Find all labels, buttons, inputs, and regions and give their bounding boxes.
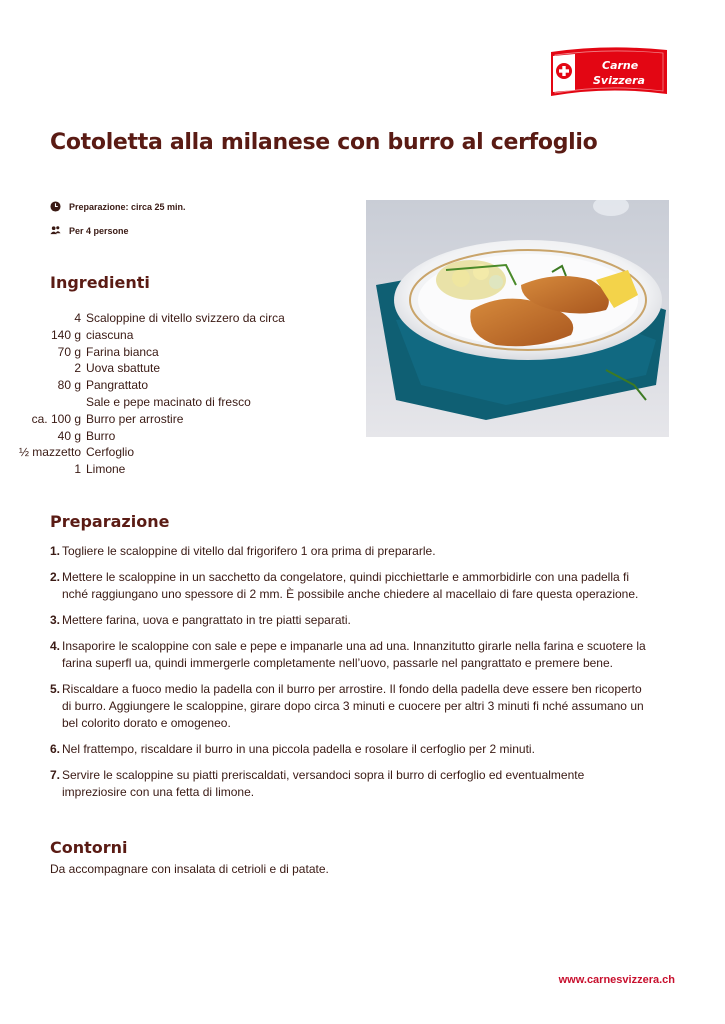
- ingredient-row: [18, 428, 285, 445]
- step-number: 3.: [50, 613, 61, 627]
- step-text: Togliere le scaloppine di vitello dal frigorifero 1 ora prima di prepararle.: [62, 544, 436, 558]
- prep-time: [50, 201, 186, 212]
- logo-text-svizzera: Svizzera: [593, 74, 645, 87]
- dish-illustration: [366, 200, 669, 437]
- step-number: 7.: [50, 768, 61, 782]
- ingredient-qty: ½ mazzetto: [18, 445, 81, 460]
- servings: [50, 225, 129, 236]
- ingredient-qty: [18, 394, 86, 411]
- preparation-step: [50, 681, 650, 732]
- ingredient-qty: 70 g: [57, 344, 81, 359]
- step-number: 6.: [50, 742, 61, 756]
- recipe-photo: [366, 200, 669, 437]
- ingredient-row: [18, 461, 285, 478]
- step-number: 4.: [50, 639, 61, 653]
- ingredient-row: [18, 360, 285, 377]
- ingredient-row: [18, 327, 285, 344]
- logo-flag-graphic: [547, 46, 669, 102]
- ingredient-row: [18, 377, 285, 394]
- preparation-heading: Preparazione: [50, 512, 170, 531]
- ingredient-qty: 4: [74, 311, 81, 325]
- ingredient-qty: 2: [74, 361, 81, 376]
- step-text: Servire le scaloppine su piatti preriscaldati, versandoci sopra il burro di cerfoglio ed eventualmente impreziosire con una fetta di limone.: [62, 768, 585, 799]
- preparation-step: [50, 543, 650, 560]
- carne-svizzera-logo: [547, 46, 669, 102]
- ingredient-name: Cerfoglio: [86, 445, 135, 460]
- ingredient-name: Sale e pepe macinato di fresco: [86, 394, 251, 409]
- ingredient-row: [18, 411, 285, 428]
- step-number: 1.: [50, 544, 61, 558]
- step-text: Nel frattempo, riscaldare il burro in una piccola padella e rosolare il cerfoglio per 2 minuti.: [62, 742, 535, 756]
- ingredient-name: Scaloppine di vitello svizzero da circa: [86, 311, 285, 325]
- step-text: Mettere le scaloppine in un sacchetto da congelatore, quindi picchiettarle e ammorbidirle con una padella fi nché raggiungano uno spessore di 2 mm. È possibile anche chiedere al macellaio di fare questa operazione.: [62, 570, 639, 601]
- preparation-step: [50, 612, 650, 629]
- ingredient-qty: 80 g: [57, 378, 81, 393]
- recipe-title: Cotoletta alla milanese con burro al cerfoglio: [50, 130, 598, 155]
- step-text: Mettere farina, uova e pangrattato in tre piatti separati.: [62, 613, 351, 627]
- step-text: Riscaldare a fuoco medio la padella con il burro per arrostire. Il fondo della padella deve essere ben ricoperto di burro. Aggiungere le scaloppine, girare dopo circa 3 minuti e cuocere per altri 3 minuti fi nché assumano un bel colorito dorato e omogeneo.: [62, 682, 644, 730]
- ingredient-qty: 140 g: [50, 327, 81, 342]
- prep-time-text: Preparazione: circa 25 min.: [69, 201, 186, 212]
- ingredient-qty: ca. 100 g: [31, 411, 81, 426]
- website-link[interactable]: www.carnesvizzera.ch: [558, 974, 675, 986]
- step-number: 5.: [50, 682, 61, 696]
- contorni-heading: Contorni: [50, 838, 128, 857]
- ingredient-row: [18, 444, 285, 461]
- step-number: 2.: [50, 570, 61, 584]
- step-text: Insaporire le scaloppine con sale e pepe e impanarle una ad una. Innanzitutto girarle nella farina e scuotere la farina superfl ua, quindi immergerle completamente nell’uovo, passarle nel pangrattato e premere bene.: [62, 639, 646, 670]
- preparation-step: [50, 741, 650, 758]
- ingredient-name: Burro per arrostire: [86, 411, 184, 426]
- servings-text: Per 4 persone: [69, 225, 129, 236]
- preparation-step: [50, 638, 650, 672]
- ingredient-name: Limone: [86, 462, 126, 477]
- ingredient-row: [18, 344, 285, 361]
- ingredient-name: Burro: [86, 428, 116, 443]
- ingredients-list: [18, 310, 285, 478]
- preparation-steps: [50, 543, 650, 810]
- ingredient-row: [18, 310, 285, 327]
- ingredient-row: [18, 394, 285, 411]
- ingredient-name: Uova sbattute: [86, 361, 161, 376]
- preparation-step: [50, 569, 650, 603]
- ingredients-heading: Ingredienti: [50, 273, 150, 292]
- people-icon: [50, 225, 61, 236]
- ingredient-qty: 1: [74, 462, 81, 477]
- logo-text-carne: Carne: [602, 59, 639, 72]
- preparation-step: [50, 767, 650, 801]
- ingredient-name: Farina bianca: [86, 344, 159, 359]
- contorni-text: Da accompagnare con insalata di cetrioli e di patate.: [50, 862, 329, 876]
- ingredient-name: Pangrattato: [86, 378, 149, 393]
- clock-icon: [50, 201, 61, 212]
- ingredient-name: ciascuna: [86, 327, 134, 342]
- ingredient-qty: 40 g: [57, 428, 81, 443]
